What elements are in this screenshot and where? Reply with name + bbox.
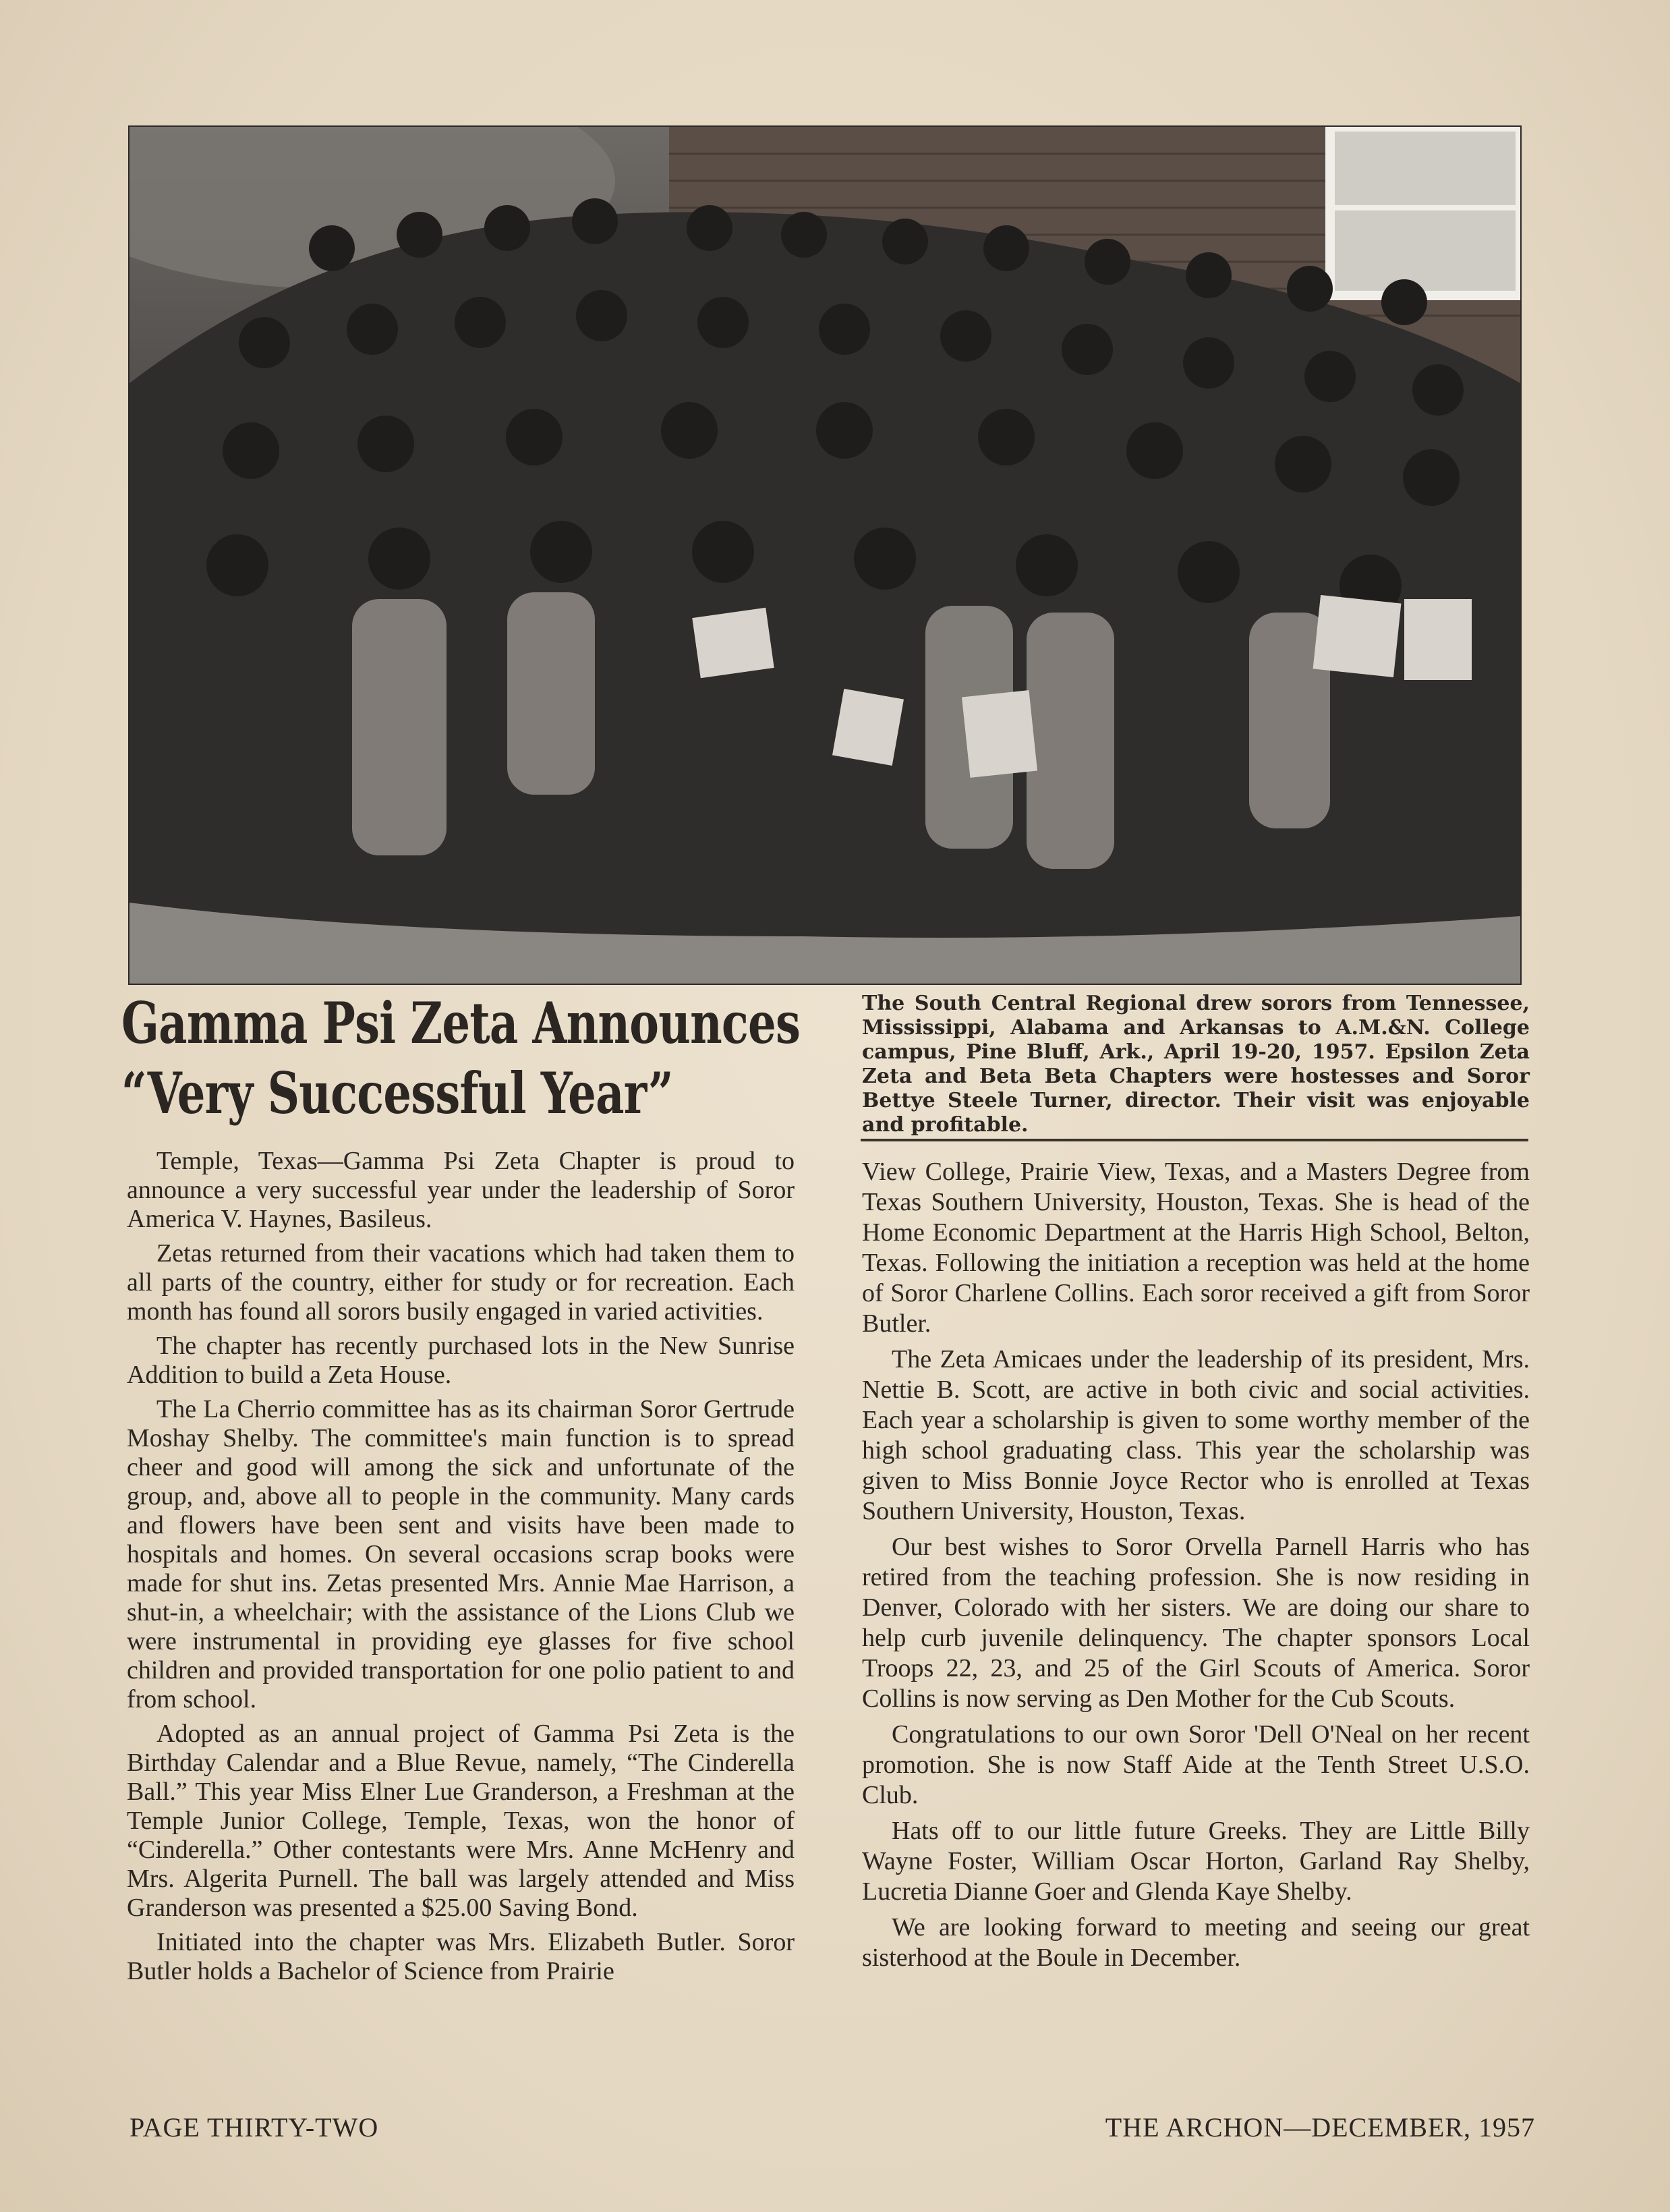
paragraph: Our best wishes to Soror Orvella Parnell Harris who has retired from the teaching profession. She is now residing in Denver, Colorado with her sisters. We are doing our share to help curb juvenile delinquency. The chapter sponsors Local Troops 22, 23, and 25 of the Girl Scouts of America. Soror Collins is now serving as Den Mother for the Cub Scouts.	[862, 1533, 1530, 1713]
caption-divider	[861, 1139, 1528, 1141]
paragraph: Hats off to our little future Greeks. They are Little Billy Wayne Foster, William Oscar Horton, Garland Ray Shelby, Lucretia Dianne Goer and Glenda Kaye Shelby.	[862, 1817, 1530, 1906]
paragraph: The Zeta Amicaes under the leadership of its president, Mrs. Nettie B. Scott, are active in both civic and social activities. Each year a scholarship is given to some worthy member of the high school graduating class. This year the scholarship was given to Miss Bonnie Joyce Rector who is enrolled at Texas Southern University, Houston, Texas.	[862, 1345, 1530, 1525]
paragraph: Adopted as an annual project of Gamma Psi Zeta is the Birthday Calendar and a Blue Revue, namely, “The Cinderella Ball.” This year Miss Elner Lue Granderson, a Freshman at the Temple Junior College, Temple, Texas, won the honor of “Cinderella.” Other contestants were Mrs. Anne McHenry and Mrs. Algerita Purnell. The ball was largely attended and Miss Granderson was presented a $25.00 Saving Bond.	[127, 1720, 795, 1922]
window	[1330, 127, 1520, 295]
group-photo	[128, 125, 1522, 985]
headline-line-1: Gamma Psi Zeta Announces	[121, 990, 801, 1056]
group-photo-illustration	[129, 127, 1520, 984]
publication-date: THE ARCHON—DECEMBER, 1957	[1105, 2112, 1535, 2143]
left-column	[127, 1147, 795, 1991]
paragraph: Initiated into the chapter was Mrs. Elizabeth Butler. Soror Butler holds a Bachelor of Science from Prairie	[127, 1928, 795, 1985]
paragraph: Temple, Texas—Gamma Psi Zeta Chapter is proud to announce a very successful year under the leadership of Soror America V. Haynes, Basileus.	[127, 1147, 795, 1233]
paragraph: The chapter has recently purchased lots in the New Sunrise Addition to build a Zeta House.	[127, 1332, 795, 1389]
article-headline	[121, 988, 801, 1129]
paragraph: View College, Prairie View, Texas, and a Masters Degree from Texas Southern University, Houston, Texas. She is head of the Home Economic Department at the Harris High School, Belton, Texas. Following the initiation a reception was held at the home of Soror Charlene Collins. Each soror received a gift from Soror Butler.	[862, 1158, 1530, 1338]
paragraph: We are looking forward to meeting and seeing our great sisterhood at the Boule in December.	[862, 1913, 1530, 1972]
page-number: PAGE THIRTY-TWO	[129, 2112, 379, 2143]
paragraph: The La Cherrio committee has as its chairman Soror Gertrude Moshay Shelby. The committee's main function is to spread cheer and good will among the sick and unfortunate of the group, and, above all to people in the community. Many cards and flowers have been sent and visits have been made to hospitals and homes. On several occasions scrap books were made for shut ins. Zetas presented Mrs. Annie Mae Harrison, a shut-in, a wheelchair; with the assistance of the Lions Club we were instrumental in providing eye glasses for five school children and provided transportation for one polio patient to and from school.	[127, 1395, 795, 1713]
paragraph: Zetas returned from their vacations which had taken them to all parts of the country, either for study or for recreation. Each month has found all sorors busily engaged in varied activities.	[127, 1239, 795, 1326]
paragraph: Congratulations to our own Soror 'Dell O'Neal on her recent promotion. She is now Staff Aide at the Tenth Street U.S.O. Club.	[862, 1720, 1530, 1809]
right-column	[862, 1157, 1530, 1979]
photo-caption: The South Central Regional drew sorors from Tennessee, Mississippi, Alabama and Arkansas to A.M.&N. College campus, Pine Bluff, Ark., April 19-20, 1957. Epsilon Zeta Zeta and Beta Beta Chapters were hostesses and Soror Bettye Steele Turner, director. Their visit was enjoyable and profitable.	[862, 992, 1530, 1137]
headline-line-2: “Very Successful Year”	[121, 1060, 673, 1127]
